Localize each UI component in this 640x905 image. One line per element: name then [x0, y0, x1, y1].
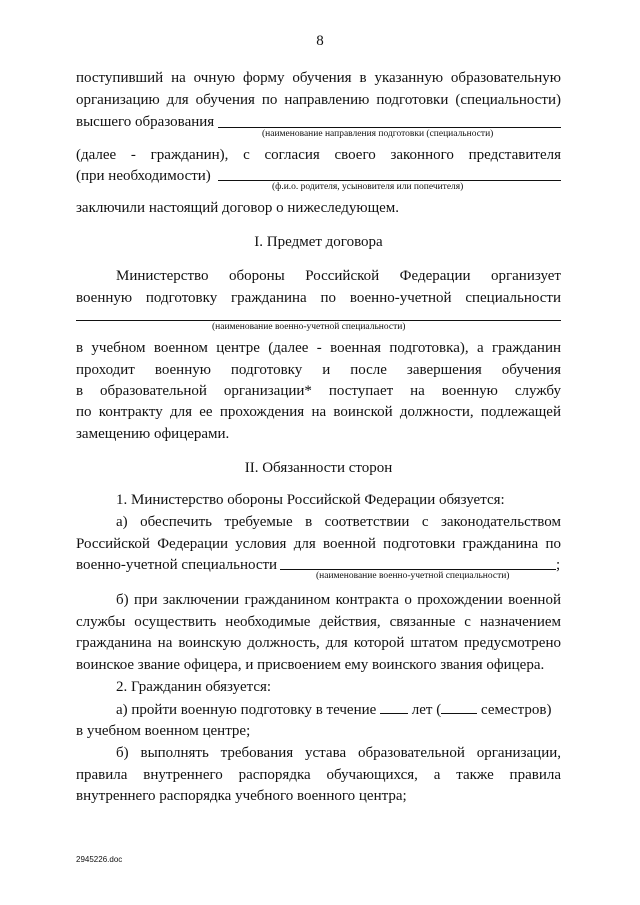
obligation-1a-line-2: Российской Федерации условия для военной подготовки гражданина по [76, 536, 561, 552]
intro-line-5-text: (при необходимости) [76, 168, 211, 184]
training-specialty-note: (наименование военно-учетной специальности) [316, 571, 510, 581]
guardian-note: (ф.и.о. родителя, усыновителя или попечителя) [272, 182, 464, 192]
specialty-blank-line [218, 127, 561, 128]
obligation-1b-line-3: гражданина на воинскую должность, для которой штатом предусмотрено [76, 635, 561, 651]
military-specialty-note: (наименование военно-учетной специальности) [212, 322, 406, 332]
years-blank [380, 699, 408, 714]
section-1-heading: I. Предмет договора [254, 234, 383, 250]
section-1-line-6: по контракту для ее прохождения на воинской должности, подлежащей [76, 404, 561, 420]
intro-line-1: поступивший на очную форму обучения в указанную образовательную [76, 70, 561, 86]
obligation-2b-line-1: б) выполнять требования устава образовательной организации, [116, 745, 561, 761]
obligation-2a-text-3: семестров) [480, 702, 552, 718]
obligation-1a-line-1: а) обеспечить требуемые в соответствии с законодательством [116, 514, 561, 530]
page-number: 8 [316, 33, 324, 49]
military-specialty-blank-line [76, 320, 561, 321]
obligation-1a-semicolon: ; [556, 557, 561, 573]
training-specialty-blank-line [280, 569, 556, 570]
section-1-line-2: военную подготовку гражданина по военно-учетной специальности [76, 290, 561, 306]
obligation-1-title: 1. Министерство обороны Российской Федерации обязуется: [116, 492, 505, 508]
guardian-blank-line [218, 180, 561, 181]
section-1-line-1: Министерство обороны Российской Федерации организует [116, 268, 561, 284]
semesters-blank [441, 699, 477, 714]
section-1-line-3: в учебном военном центре (далее - военная подготовка), а гражданин [76, 340, 561, 356]
section-1-line-4: проходит военную подготовку и после завершения обучения [76, 362, 561, 378]
section-1-line-7: замещению офицерами. [76, 426, 230, 442]
obligation-2a-text-1: а) пройти военную подготовку в течение [116, 702, 377, 718]
specialty-note: (наименование направления подготовки (специальности) [262, 129, 494, 139]
obligation-2b-line-3: внутреннего распорядка учебного военного центра; [76, 788, 407, 804]
obligation-1b-line-2: службы осуществить необходимые действия, связанные с назначением [76, 614, 561, 630]
obligation-2b-line-2: правила внутреннего распорядка обучающихся, а также правила [76, 767, 561, 783]
intro-line-3-text: высшего образования [76, 114, 215, 130]
obligation-1b-line-1: б) при заключении гражданином контракта о прохождении военной [116, 592, 561, 608]
intro-line-2: организацию для обучения по направлению подготовки (специальности) [76, 92, 561, 108]
obligation-2a-text-2: лет ( [411, 702, 442, 718]
intro-line-4: (далее - гражданин), с согласия своего законного представителя [76, 147, 561, 163]
obligation-2a-line-1 [116, 699, 561, 720]
intro-line-6: заключили настоящий договор о нижеследующем. [76, 200, 400, 216]
section-1-line-5: в образовательной организации* поступает на военную службу [76, 383, 561, 399]
obligation-1a-line-3-text: военно-учетной специальности [76, 557, 278, 573]
obligation-1b-line-4: воинское звание офицера, и присвоением ему воинского звания офицера. [76, 657, 545, 673]
obligation-2-title: 2. Гражданин обязуется: [116, 679, 272, 695]
document-filename: 2945226.doc [76, 855, 123, 864]
section-2-heading: II. Обязанности сторон [244, 460, 393, 476]
obligation-2a-line-2: в учебном военном центре; [76, 723, 251, 739]
